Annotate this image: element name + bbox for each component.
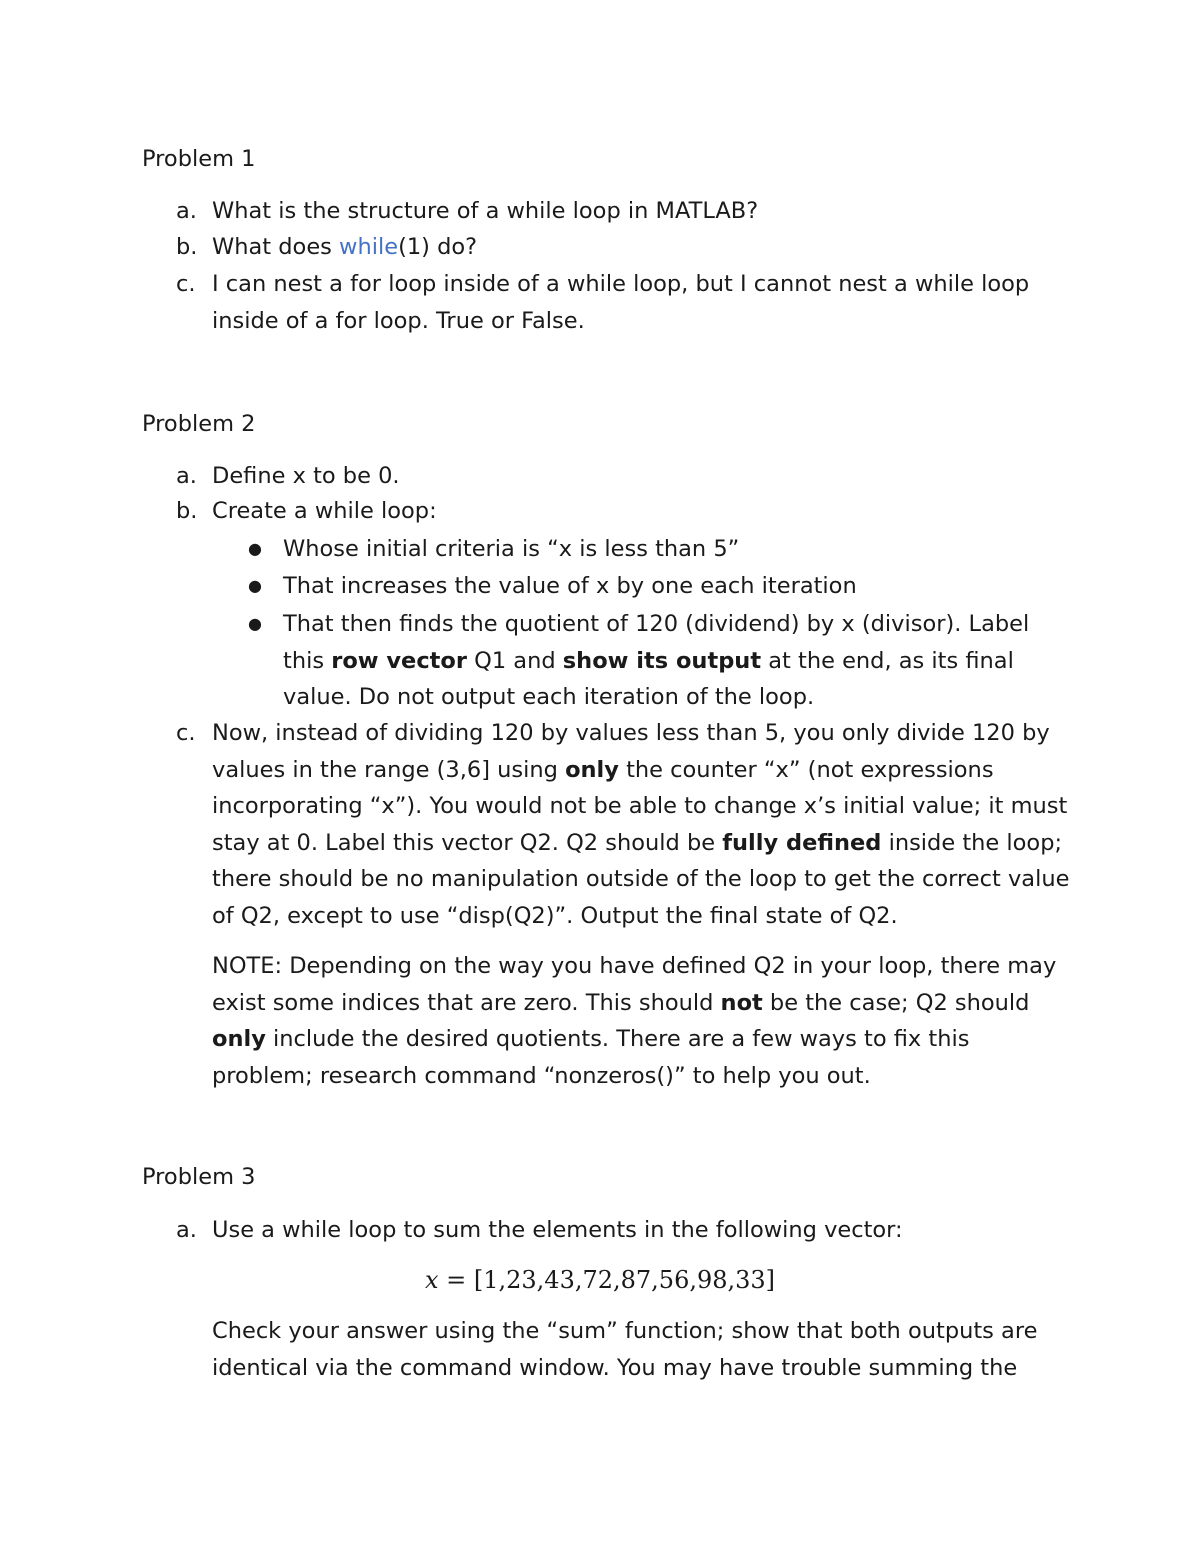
- problem-3a-text: Use a while loop to sum the elements in the following vector:: [212, 1217, 903, 1243]
- problem-1b-text: [212, 229, 1072, 266]
- note-paragraph: [212, 948, 1072, 1094]
- item-label: c.: [176, 271, 196, 297]
- item-label: b.: [176, 234, 198, 260]
- text-segment: That then finds the quotient of 120 (dividend) by x (divisor). Label this: [283, 611, 1030, 674]
- text-segment: Q1 and: [466, 647, 563, 674]
- item-label: a.: [176, 1217, 197, 1243]
- item-label: b.: [176, 498, 198, 524]
- bullet-3-text: [283, 606, 1073, 716]
- text-segment: NOTE: Depending on the way you have defined Q2 in your loop, there may exist some indices that are zero. This should: [212, 953, 1057, 1016]
- item-label: c.: [176, 720, 196, 746]
- bold-term: fully defined: [722, 829, 882, 856]
- bold-term: only: [212, 1026, 266, 1052]
- text-segment: What does: [212, 234, 340, 260]
- text-segment: inside the loop; there should be no manipulation outside of the loop to get the correct value of Q2, except to use “disp(Q2)”. Output the final state of Q2.: [212, 829, 1070, 929]
- problem-2-heading: Problem 2: [142, 411, 256, 437]
- problem-2c-text: [212, 715, 1072, 934]
- text-segment: (1) do?: [398, 234, 478, 260]
- item-label: a.: [176, 198, 197, 224]
- text-segment: include the desired quotients. There are a few ways to fix this problem; research command “nonzeros()” to help you out.: [212, 1026, 970, 1089]
- text-segment: the counter “x” (not expressions incorporating “x”). You would not be able to change x’s initial value; it must stay at 0. Label this vector Q2. Q2 should be: [212, 756, 1068, 856]
- equation-variable: x: [424, 1266, 439, 1294]
- bullet-2-text: That increases the value of x by one each iteration: [283, 573, 857, 599]
- problem-1a-text: What is the structure of a while loop in MATLAB?: [212, 198, 759, 224]
- bullet-icon: ●: [248, 576, 262, 595]
- problem-2a-text: Define x to be 0.: [212, 463, 400, 489]
- problem-1-heading: Problem 1: [142, 146, 256, 172]
- bullet-icon: ●: [248, 539, 262, 558]
- problem-2b-text: Create a while loop:: [212, 498, 437, 524]
- problem-1c-text: I can nest a for loop inside of a while loop, but I cannot nest a while loop inside of a for loop. True or False.: [212, 271, 1030, 334]
- bold-term: row vector: [331, 647, 467, 674]
- problem-3-heading: Problem 3: [142, 1164, 256, 1190]
- vector-equation: [0, 1262, 1200, 1299]
- matlab-keyword: while: [339, 234, 399, 260]
- bullet-1-text: Whose initial criteria is “x is less than 5”: [283, 536, 740, 562]
- bullet-icon: ●: [248, 614, 262, 633]
- text-segment: be the case; Q2 should: [762, 989, 1030, 1016]
- item-label: a.: [176, 463, 197, 489]
- text-segment: Now, instead of dividing 120 by values less than 5, you only divide 120 by values in the range (3,6] using: [212, 720, 1050, 783]
- bold-term: not: [720, 989, 763, 1016]
- equation-value: = [1,23,43,72,87,56,98,33]: [438, 1266, 776, 1294]
- text-segment: at the end, as its final value. Do not output each iteration of the loop.: [283, 647, 1014, 710]
- bold-term: only: [565, 756, 619, 783]
- check-paragraph: Check your answer using the “sum” function; show that both outputs are identical via the command window. You may have trouble summing the: [212, 1318, 1038, 1381]
- bold-term: show its output: [562, 647, 762, 674]
